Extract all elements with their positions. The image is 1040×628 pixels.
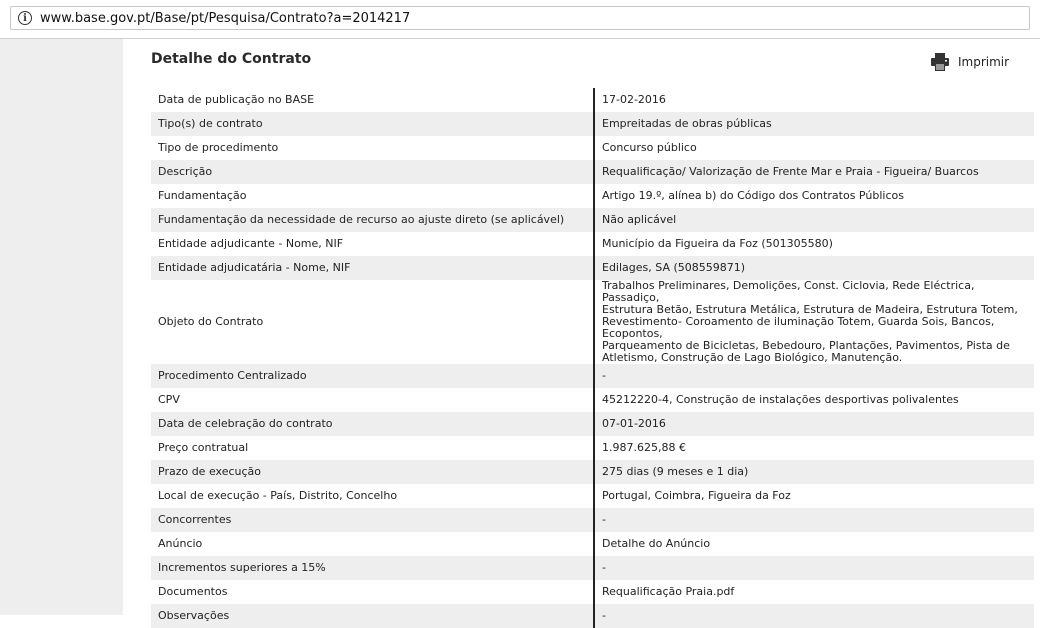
field-value — [594, 532, 1034, 556]
field-value: Não aplicável — [594, 208, 1034, 232]
field-label: Objeto do Contrato — [158, 315, 264, 328]
table-row — [151, 556, 1034, 580]
field-value: - — [594, 604, 1034, 628]
table-row — [151, 160, 1034, 184]
field-label: Entidade adjudicatária - Nome, NIF — [151, 256, 594, 280]
printer-icon[interactable] — [930, 52, 950, 72]
field-value: 1.987.625,88 € — [594, 436, 1034, 460]
print-label[interactable]: Imprimir — [958, 55, 1010, 69]
left-sidebar — [0, 39, 123, 615]
table-row — [151, 508, 1034, 532]
table-row — [151, 136, 1034, 160]
document-link[interactable]: Requalificação Praia.pdf — [602, 585, 735, 598]
browser-address-bar — [0, 0, 1040, 39]
contract-detail-table — [151, 88, 1034, 628]
field-label: Local de execução - País, Distrito, Concelho — [158, 489, 398, 502]
field-label: Tipo de procedimento — [158, 141, 279, 154]
table-row — [151, 460, 1034, 484]
info-icon[interactable]: i — [18, 11, 32, 25]
table-row — [151, 280, 1034, 364]
field-value: Portugal, Coimbra, Figueira da Foz — [594, 484, 1034, 508]
table-row — [151, 388, 1034, 412]
page-title: Detalhe do Contrato — [151, 51, 312, 67]
table-row — [151, 580, 1034, 604]
field-label: Prazo de execução — [151, 460, 594, 484]
table-row — [151, 532, 1034, 556]
table-row — [151, 484, 1034, 508]
field-label: Preço contratual — [158, 441, 249, 454]
field-label: Tipo(s) de contrato — [151, 112, 594, 136]
table-row — [151, 112, 1034, 136]
field-label: Incrementos superiores a 15% — [151, 556, 594, 580]
table-row — [151, 256, 1034, 280]
url-text[interactable]: www.base.gov.pt/Base/pt/Pesquisa/Contrato?a=2014217 — [40, 10, 411, 26]
field-value: Município da Figueira da Foz (501305580) — [594, 232, 1034, 256]
field-label: Descrição — [151, 160, 594, 184]
field-label: Fundamentação — [158, 189, 247, 202]
print-button[interactable] — [930, 52, 1009, 72]
table-row — [151, 184, 1034, 208]
field-label: Fundamentação da necessidade de recurso ao ajuste direto (se aplicável) — [151, 208, 594, 232]
table-row — [151, 232, 1034, 256]
field-value: 17-02-2016 — [594, 88, 1034, 112]
value-line: Trabalhos Preliminares, Demolições, Const. Ciclovia, Rede Eléctrica, Passadiço, — [602, 280, 975, 304]
table-row — [151, 364, 1034, 388]
field-value: - — [594, 556, 1034, 580]
field-value: Requalificação/ Valorização de Frente Mar e Praia - Figueira/ Buarcos — [594, 160, 1034, 184]
announcement-link[interactable]: Detalhe do Anúncio — [602, 537, 711, 550]
field-value: Empreitadas de obras públicas — [594, 112, 1034, 136]
field-value: Concurso público — [594, 136, 1034, 160]
value-line: Estrutura Betão, Estrutura Metálica, Estrutura de Madeira, Estrutura Totem, — [602, 303, 1018, 316]
field-label: CPV — [158, 393, 180, 406]
field-label: Data de celebração do contrato — [151, 412, 594, 436]
field-value: - — [594, 508, 1034, 532]
field-label: Anúncio — [158, 537, 203, 550]
field-label: Observações — [151, 604, 594, 628]
field-label: Procedimento Centralizado — [151, 364, 594, 388]
field-value: Artigo 19.º, alínea b) do Código dos Contratos Públicos — [594, 184, 1034, 208]
table-row — [151, 436, 1034, 460]
field-value: - — [594, 364, 1034, 388]
field-value: 275 dias (9 meses e 1 dia) — [594, 460, 1034, 484]
url-field[interactable] — [10, 6, 1030, 30]
field-label: Data de publicação no BASE — [158, 93, 315, 106]
table-row — [151, 412, 1034, 436]
field-value — [594, 280, 1034, 364]
field-value: 45212220-4, Construção de instalações desportivas polivalentes — [594, 388, 1034, 412]
table-row — [151, 208, 1034, 232]
value-line: Atletismo, Construção de Lago Biológico, Manutenção. — [602, 351, 903, 364]
field-value — [594, 580, 1034, 604]
table-row — [151, 604, 1034, 628]
value-line: Parqueamento de Bicicletas, Bebedouro, Plantações, Pavimentos, Pista de — [602, 339, 1010, 352]
field-label: Entidade adjudicante - Nome, NIF — [158, 237, 344, 250]
value-line: Revestimento- Coroamento de iluminação Totem, Guarda Sois, Bancos, Ecopontos, — [602, 315, 995, 340]
field-label: Concorrentes — [151, 508, 594, 532]
field-value: 07-01-2016 — [594, 412, 1034, 436]
field-value: Edilages, SA (508559871) — [594, 256, 1034, 280]
field-label: Documentos — [158, 585, 228, 598]
table-row — [151, 88, 1034, 112]
